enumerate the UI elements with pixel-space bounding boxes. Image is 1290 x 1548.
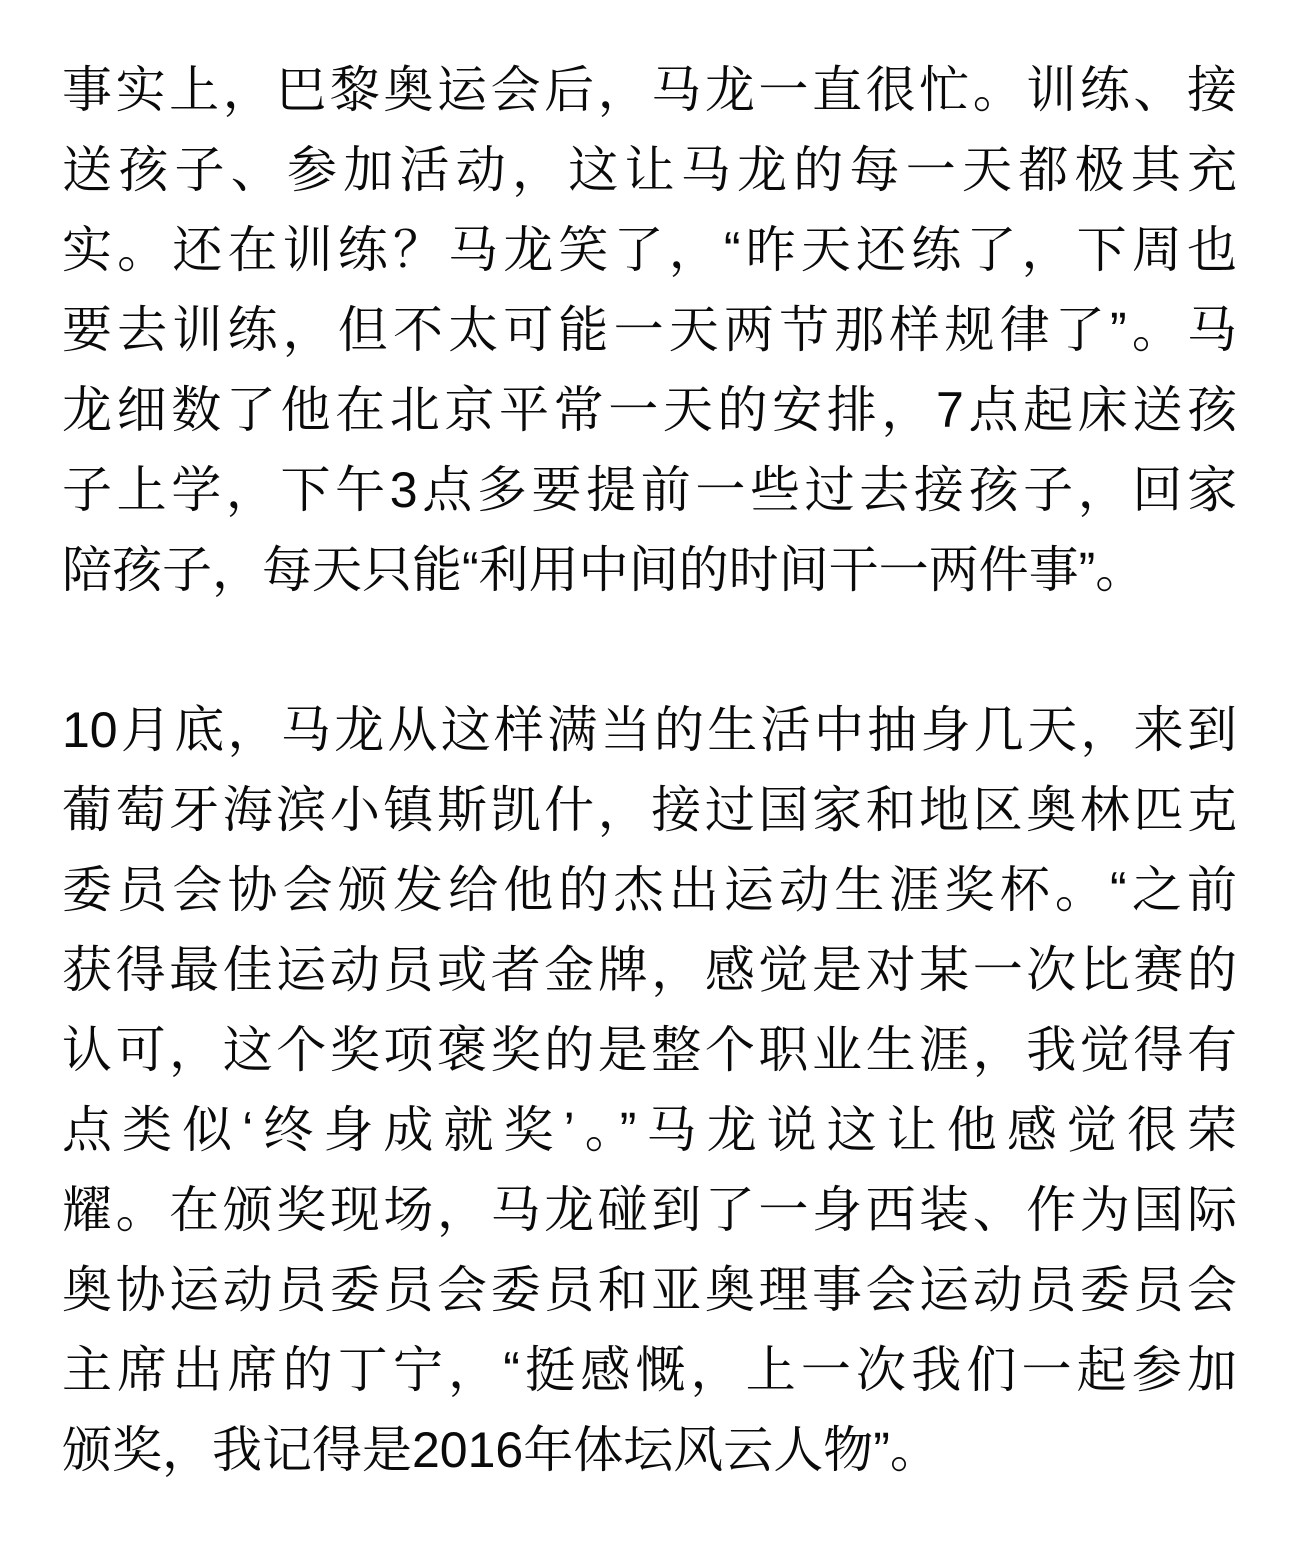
text-line: 获得最佳运动员或者金牌，感觉是对某一次比赛的 [62,942,1237,998]
text-line: 实。还在训练？马龙笑了，“昨天还练了，下周也 [62,222,1237,278]
text-line: 葡萄牙海滨小镇斯凯什，接过国家和地区奥林匹克 [62,782,1237,838]
text-line: 奥协运动员委员会委员和亚奥理事会运动员委员会 [62,1262,1237,1318]
article-body [62,50,1237,1490]
text-line: 点类似‘终身成就奖’。”马龙说这让他感觉很荣 [62,1102,1237,1158]
text-line: 委员会协会颁发给他的杰出运动生涯奖杯。“之前 [62,862,1237,918]
text-line: 要去训练，但不太可能一天两节那样规律了”。马 [62,302,1237,358]
paragraph-2 [62,690,1237,1490]
text-line: 颁奖，我记得是2016年体坛风云人物”。 [62,1422,940,1478]
text-line: 龙细数了他在北京平常一天的安排，7点起床送孩 [62,382,1237,438]
text-line: 送孩子、参加活动，这让马龙的每一天都极其充 [62,142,1237,198]
text-line: 主席出席的丁宁，“挺感慨，上一次我们一起参加 [62,1342,1237,1398]
text-line: 陪孩子，每天只能“利用中间的时间干一两件事”。 [62,542,1146,598]
text-line: 10月底，马龙从这样满当的生活中抽身几天，来到 [62,702,1237,758]
text-line: 认可，这个奖项褒奖的是整个职业生涯，我觉得有 [62,1022,1237,1078]
text-line: 耀。在颁奖现场，马龙碰到了一身西装、作为国际 [62,1182,1237,1238]
paragraph-1 [62,50,1237,610]
text-line: 事实上，巴黎奥运会后，马龙一直很忙。训练、接 [62,62,1237,118]
text-line: 子上学，下午3点多要提前一些过去接孩子，回家 [62,462,1237,518]
